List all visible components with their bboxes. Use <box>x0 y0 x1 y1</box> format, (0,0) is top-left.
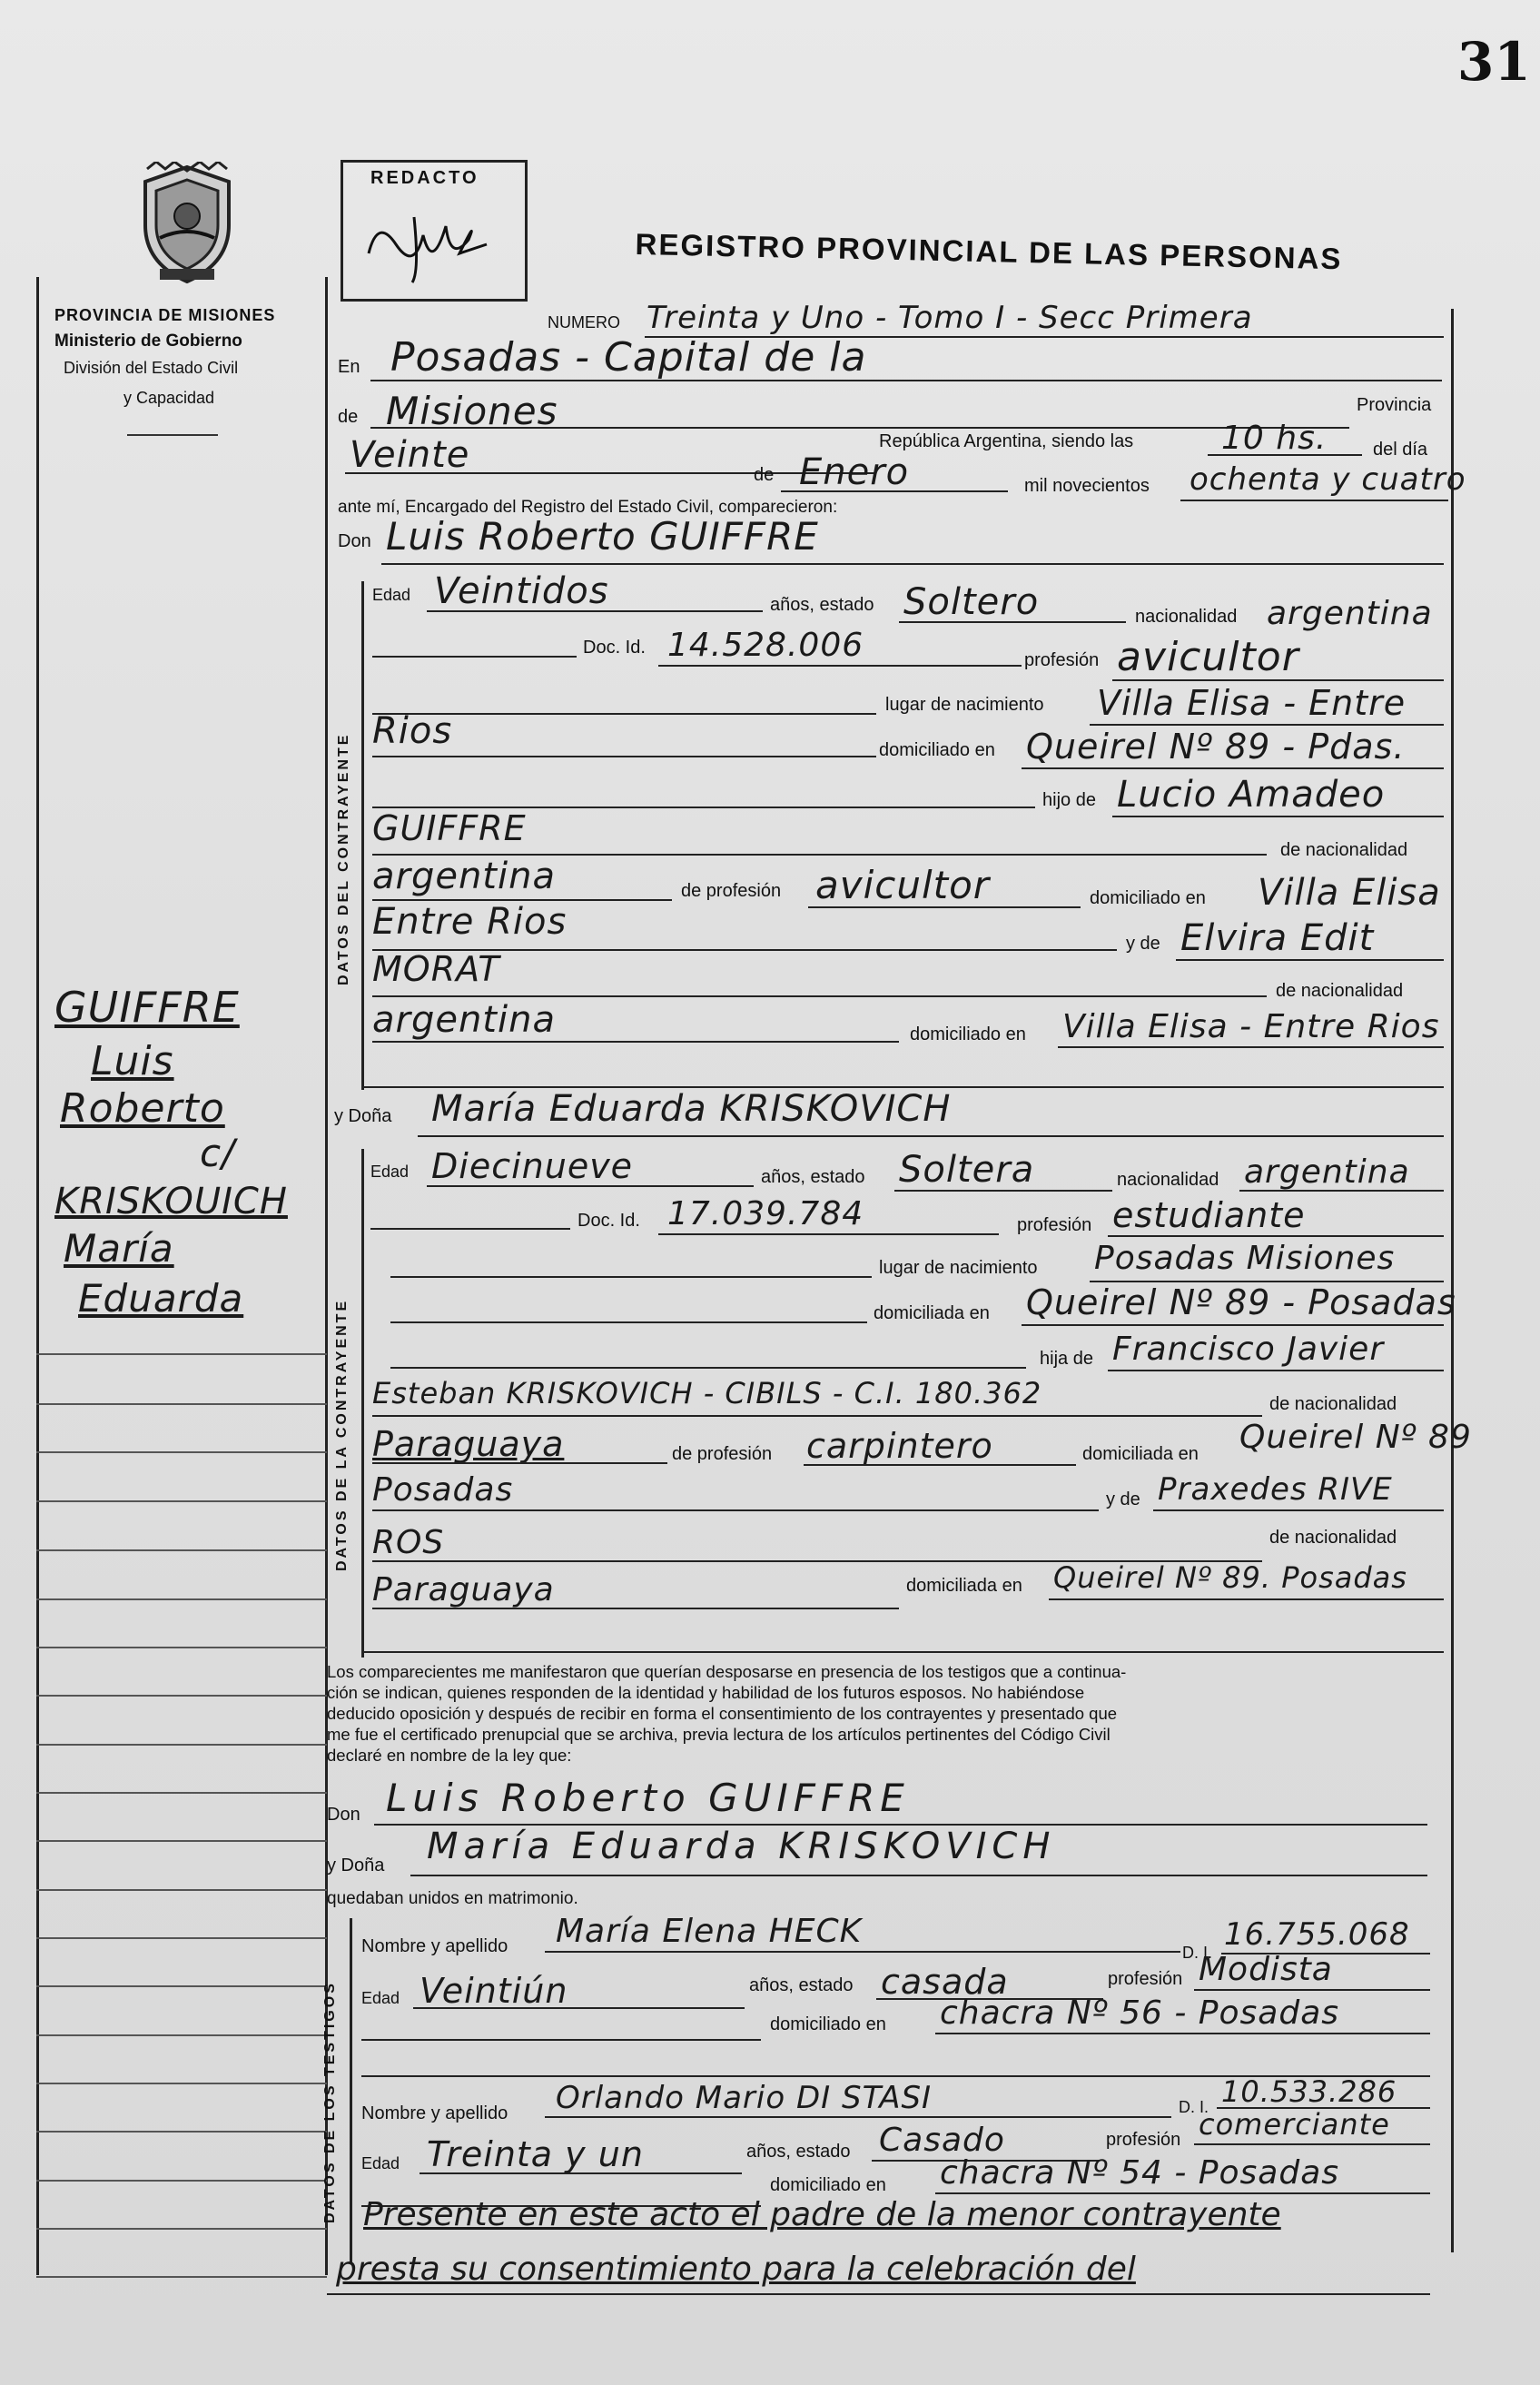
c1-madre-nac-label: de nacionalidad <box>1276 981 1404 1001</box>
page-number: 31 <box>1457 31 1531 93</box>
c1-padre-prof: avicultor <box>815 863 991 907</box>
org-line-1: PROVINCIA DE MISIONES <box>54 306 276 324</box>
decl-don-label: Don <box>327 1805 360 1825</box>
margin-ruling <box>36 1500 327 1502</box>
c1-madre-dom-label: domiciliado en <box>910 1024 1026 1044</box>
contrayente1-bracket <box>361 581 364 1090</box>
c2-prof: estudiante <box>1112 1195 1306 1235</box>
redacto-label: REDACTO <box>370 168 479 188</box>
c1-edad-label: Edad <box>372 586 411 604</box>
t1-edad-label: Edad <box>361 1989 400 2007</box>
de-mes-label: de <box>754 465 775 485</box>
contrayente2-name-rule <box>418 1135 1444 1137</box>
declaration-line-1: Los comparecientes me manifestaron que querían desposarse en presencia de los testigos que a continua- <box>327 1662 1127 1681</box>
t1-prof: Modista <box>1199 1951 1333 1988</box>
dia-rule <box>345 472 876 474</box>
c1-padre-nac-label: de nacionalidad <box>1280 840 1408 860</box>
c2-edad: Diecinueve <box>431 1146 634 1186</box>
hora-value: 10 hs. <box>1221 420 1328 457</box>
c2-padre-prof: carpintero <box>806 1426 993 1466</box>
c2-padre-nac: Paraguaya <box>372 1424 565 1464</box>
t1-prof-rule <box>1194 1989 1430 1991</box>
c2-padre-dom: Queirel Nº 89 <box>1239 1419 1472 1456</box>
t1-d-label: D. I. <box>1182 1944 1213 1962</box>
margin-ruling <box>36 1937 327 1939</box>
c1-madre-cont-rule <box>372 995 1267 997</box>
c2-nac-label: nacionalidad <box>1117 1170 1219 1190</box>
document-title: REGISTRO PROVINCIAL DE LAS PERSONAS <box>635 227 1343 276</box>
c2-doc: 17.039.784 <box>667 1195 864 1232</box>
margin-note-line-3: Roberto <box>60 1085 225 1132</box>
c2-madre-dom-rule <box>1049 1598 1444 1600</box>
c2-lugar-pre-rule <box>390 1276 872 1278</box>
mil-label: mil novecientos <box>1024 476 1150 496</box>
ante-mi-text: ante mí, Encargado del Registro del Estado Civil, comparecieron: <box>338 498 838 517</box>
c1-lugar-cont-rule <box>372 756 876 757</box>
margin-ruling <box>36 1889 327 1891</box>
c1-doc: 14.528.006 <box>667 627 864 664</box>
c2-lugar: Posadas Misiones <box>1094 1240 1396 1277</box>
dona-label: y Doña <box>334 1106 392 1126</box>
c2-prof-label: profesión <box>1017 1215 1092 1235</box>
c1-edad-rule <box>427 610 763 612</box>
t2-prof-label: profesión <box>1106 2130 1181 2150</box>
provincial-seal-icon <box>129 162 245 287</box>
t2-estado-label: años, estado <box>746 2142 851 2162</box>
t2-nombre-rule <box>545 2116 1171 2118</box>
c2-madre-dom: Queirel Nº 89. Posadas <box>1053 1560 1407 1595</box>
anio-value: ochenta y cuatro <box>1190 461 1466 498</box>
c2-padre-cont: Esteban KRISKOVICH - CIBILS - C.I. 180.362 <box>372 1376 1042 1410</box>
c1-padre-dom: Villa Elisa <box>1258 872 1441 914</box>
contrayente1-name-rule <box>381 563 1444 565</box>
margin-ruling <box>36 1403 327 1405</box>
t1-nombre: María Elena HECK <box>556 1913 863 1950</box>
t2-doc: 10.533.286 <box>1221 2074 1397 2109</box>
c2-madre-nac-rule <box>372 1608 899 1609</box>
c1-madre-nac: argentina <box>372 999 556 1041</box>
org-divider <box>127 434 218 436</box>
decl-dona-rule <box>410 1875 1427 1876</box>
t2-d-label: D. I. <box>1179 2098 1209 2116</box>
t1-dom-label: domiciliado en <box>770 2014 886 2034</box>
form-rule-right <box>1451 309 1454 2252</box>
t1-estado: casada <box>881 1962 1009 2002</box>
margin-ruling <box>36 2083 327 2084</box>
c2-hija-label: hija de <box>1040 1349 1093 1369</box>
hora-rule <box>1208 454 1362 456</box>
c2-padre: Francisco Javier <box>1112 1331 1385 1368</box>
c2-y-de-label: y de <box>1106 1489 1140 1509</box>
c2-madre: Praxedes RIVE <box>1158 1471 1393 1508</box>
t1-edad: Veintiún <box>420 1971 568 2011</box>
don-label: Don <box>338 531 371 551</box>
numero-value: Treinta y Uno - Tomo I - Secc Primera <box>647 300 1253 336</box>
c2-edad-rule <box>427 1185 754 1187</box>
t2-dom-rule <box>935 2192 1430 2194</box>
footer-note-line-2: presta su consentimiento para la celebración del <box>336 2251 1136 2288</box>
c1-madre-nac-rule <box>372 1041 899 1043</box>
c2-lugar-label: lugar de nacimiento <box>879 1258 1038 1278</box>
t1-prof-label: profesión <box>1108 1969 1183 1989</box>
declaration-line-2: ción se indican, quienes responden de la identidad y habilidad de los futuros esposos. No habiéndose <box>327 1683 1085 1702</box>
contrayente1-name: Luis Roberto GUIFFRE <box>386 514 819 559</box>
margin-ruling <box>36 2034 327 2036</box>
c2-madre-cont: ROS <box>372 1524 445 1561</box>
t1-dom-pre-rule <box>361 2039 761 2041</box>
en-label: En <box>338 357 360 377</box>
provincia-label: Provincia <box>1357 395 1432 415</box>
c2-doc-label: Doc. Id. <box>578 1211 640 1231</box>
t2-edad-label: Edad <box>361 2154 400 2172</box>
c1-padre-prof-label: de profesión <box>681 881 782 901</box>
declaration-line-3: deducido oposición y después de recibir en forma el consentimiento de los contrayentes y presentado que <box>327 1704 1118 1723</box>
c1-padre: Lucio Amadeo <box>1117 774 1386 816</box>
c2-padre-cont-rule <box>372 1415 1262 1417</box>
c1-doc-pre-rule <box>372 656 577 658</box>
t2-dom-label: domiciliado en <box>770 2175 886 2195</box>
de-value: Misiones <box>386 389 558 433</box>
margin-rule-right <box>325 277 328 2275</box>
c1-padre-nac: argentina <box>372 856 556 897</box>
margin-ruling <box>36 1744 327 1746</box>
t2-prof: comerciante <box>1199 2107 1390 2142</box>
anio-rule <box>1180 500 1448 501</box>
c1-padre-prof-rule <box>808 906 1081 908</box>
de-label: de <box>338 407 359 427</box>
c2-padre-prof-label: de profesión <box>672 1444 773 1464</box>
mes-value: Enero <box>799 451 910 493</box>
t2-estado: Casado <box>879 2122 1005 2159</box>
contrayente2-bracket <box>361 1149 364 1658</box>
c2-estado: Soltera <box>899 1149 1035 1191</box>
c1-padre-dom-label: domiciliado en <box>1090 888 1206 908</box>
c1-dom-label: domiciliado en <box>879 740 995 760</box>
t2-edad-rule <box>420 2172 742 2174</box>
t1-dom: chacra Nº 56 - Posadas <box>940 1994 1340 2032</box>
c2-padre-dom-cont-rule <box>372 1509 1099 1511</box>
mes-rule <box>781 490 1008 492</box>
c1-doc-label: Doc. Id. <box>583 638 646 658</box>
c1-prof-rule <box>1112 679 1444 681</box>
margin-ruling <box>36 1353 327 1355</box>
declaration-line-4: me fue el certificado prenupcial que se archiva, previa lectura de los artículos pertinentes del Código Civil <box>327 1725 1111 1744</box>
c1-y-de-label: y de <box>1126 934 1160 954</box>
margin-ruling <box>36 1985 327 1987</box>
republica-label: República Argentina, siendo las <box>879 431 1134 451</box>
t2-dom: chacra Nº 54 - Posadas <box>940 2154 1340 2192</box>
decl-closing: quedaban unidos en matrimonio. <box>327 1889 578 1908</box>
footer-note-line-1: Presente en este acto el padre de la menor contrayente <box>363 2196 1281 2233</box>
org-line-2: Ministerio de Gobierno <box>54 332 242 351</box>
t2-prof-rule <box>1194 2143 1430 2145</box>
c1-padre-dom-cont: Entre Rios <box>372 901 568 943</box>
en-value: Posadas - Capital de la <box>390 334 867 381</box>
c1-madre: Elvira Edit <box>1180 917 1375 959</box>
c2-madre-rule <box>1153 1509 1444 1511</box>
footer-rule <box>327 2293 1430 2295</box>
margin-ruling <box>36 2131 327 2133</box>
t1-nombre-rule <box>545 1951 1180 1953</box>
c1-lugar: Villa Elisa - Entre <box>1097 683 1407 723</box>
c2-doc-rule <box>658 1233 999 1235</box>
c2-estado-rule <box>894 1190 1112 1192</box>
contrayente2-section-label: DATOS DE LA CONTRAYENTE <box>334 1298 350 1571</box>
c1-lugar-label: lugar de nacimiento <box>885 695 1044 715</box>
c2-dom-label: domiciliada en <box>874 1303 990 1323</box>
c2-nac-rule <box>1239 1190 1444 1192</box>
c1-prof-label: profesión <box>1024 650 1100 670</box>
contrayente2-name: María Eduarda KRISKOVICH <box>431 1088 952 1130</box>
margin-note-line-1: GUIFFRE <box>54 983 240 1032</box>
initials-signature <box>360 199 505 290</box>
testigos-bracket <box>350 1918 352 2263</box>
margin-ruling <box>36 1647 327 1648</box>
t1-nombre-label: Nombre y apellido <box>361 1936 508 1956</box>
c2-padre-dom-cont: Posadas <box>372 1471 514 1509</box>
c2-padre-rule <box>1108 1370 1444 1371</box>
c1-lugar-rule <box>1090 724 1444 726</box>
contrayente1-section-label: DATOS DEL CONTRAYENTE <box>336 732 351 985</box>
c1-estado-label: años, estado <box>770 595 874 615</box>
numero-label: NUMERO <box>548 313 620 332</box>
c2-dom-rule <box>1022 1324 1444 1326</box>
c2-padre-prof-rule <box>804 1464 1076 1466</box>
c1-nac-label: nacionalidad <box>1135 607 1238 627</box>
t2-nombre: Orlando Mario DI STASI <box>556 2080 933 2116</box>
del-dia-label: del día <box>1373 440 1428 460</box>
t2-edad: Treinta y un <box>427 2134 644 2174</box>
margin-ruling <box>36 1695 327 1697</box>
declaration-line-5: declaré en nombre de la ley que: <box>327 1746 572 1765</box>
margin-note-line-4: c/ <box>200 1131 236 1175</box>
c1-hijo-label: hijo de <box>1042 790 1096 810</box>
c1-doc-rule <box>658 665 1022 667</box>
c2-doc-pre-rule <box>370 1228 570 1230</box>
c1-madre-dom: Villa Elisa - Entre Rios <box>1062 1008 1440 1045</box>
t1-dom-rule <box>935 2033 1430 2034</box>
decl-don-value: Luis Roberto GUIFFRE <box>386 1776 910 1820</box>
margin-note-line-7: Eduarda <box>78 1276 244 1321</box>
c2-dom: Queirel Nº 89 - Posadas <box>1026 1282 1456 1322</box>
c1-estado: Soltero <box>903 581 1040 623</box>
c2-prof-rule <box>1108 1235 1444 1237</box>
c1-madre-dom-rule <box>1058 1046 1444 1048</box>
c1-prof: avicultor <box>1117 634 1299 680</box>
decl-dona-value: María Eduarda KRISKOVICH <box>427 1826 1056 1867</box>
c2-madre-nac-label: de nacionalidad <box>1269 1528 1397 1548</box>
c1-estado-rule <box>899 621 1126 623</box>
c2-estado-label: años, estado <box>761 1167 865 1187</box>
c1-madre-cont: MORAT <box>372 949 500 989</box>
c2-padre-nac-rule <box>372 1462 667 1464</box>
c2-padre-nac-label: de nacionalidad <box>1269 1394 1397 1414</box>
margin-note-line-6: María <box>64 1226 174 1271</box>
c1-padre-cont: GUIFFRE <box>372 808 527 848</box>
c1-madre-rule <box>1176 959 1444 961</box>
c2-end-rule <box>361 1651 1444 1653</box>
org-line-3: División del Estado Civil <box>64 359 239 377</box>
org-line-4: y Capacidad <box>123 389 215 407</box>
margin-ruling <box>36 1451 327 1453</box>
margin-ruling <box>36 1549 327 1551</box>
c2-madre-dom-label: domiciliada en <box>906 1576 1022 1596</box>
c2-hija-pre-rule <box>390 1367 1026 1369</box>
c1-lugar-cont: Rios <box>372 710 453 752</box>
c2-padre-dom-label: domiciliada en <box>1082 1444 1199 1464</box>
c1-nac: argentina <box>1267 595 1433 632</box>
t2-nombre-label: Nombre y apellido <box>361 2103 508 2123</box>
t1-edad-rule <box>413 2007 745 2009</box>
decl-dona-label: y Doña <box>327 1856 385 1875</box>
de-rule <box>370 427 1349 429</box>
dia-value: Veinte <box>350 434 470 476</box>
margin-note-line-2: Luis <box>91 1038 174 1084</box>
t1-doc: 16.755.068 <box>1224 1916 1410 1953</box>
margin-ruling <box>36 1598 327 1600</box>
c1-dom-rule <box>1022 767 1444 769</box>
margin-note-line-5: KRISKOUICH <box>54 1181 288 1222</box>
t1-estado-label: años, estado <box>749 1975 854 1995</box>
margin-ruling <box>36 2228 327 2230</box>
testigos-section-label: DATOS DE LOS TESTIGOS <box>322 1981 338 2223</box>
en-rule <box>370 380 1442 381</box>
margin-ruling <box>36 1792 327 1794</box>
c1-padre-rule <box>1112 816 1444 817</box>
c2-madre-nac: Paraguaya <box>372 1571 555 1608</box>
margin-ruling <box>36 2276 327 2278</box>
c2-edad-label: Edad <box>370 1163 410 1181</box>
c2-dom-pre-rule <box>390 1321 867 1323</box>
c1-edad: Veintidos <box>434 570 609 612</box>
redacto-stamp <box>341 160 528 302</box>
c1-dom: Queirel Nº 89 - Pdas. <box>1026 727 1406 767</box>
margin-rule-left <box>36 277 39 2275</box>
c2-nac: argentina <box>1244 1153 1410 1191</box>
margin-ruling <box>36 1840 327 1842</box>
margin-ruling <box>36 2180 327 2182</box>
